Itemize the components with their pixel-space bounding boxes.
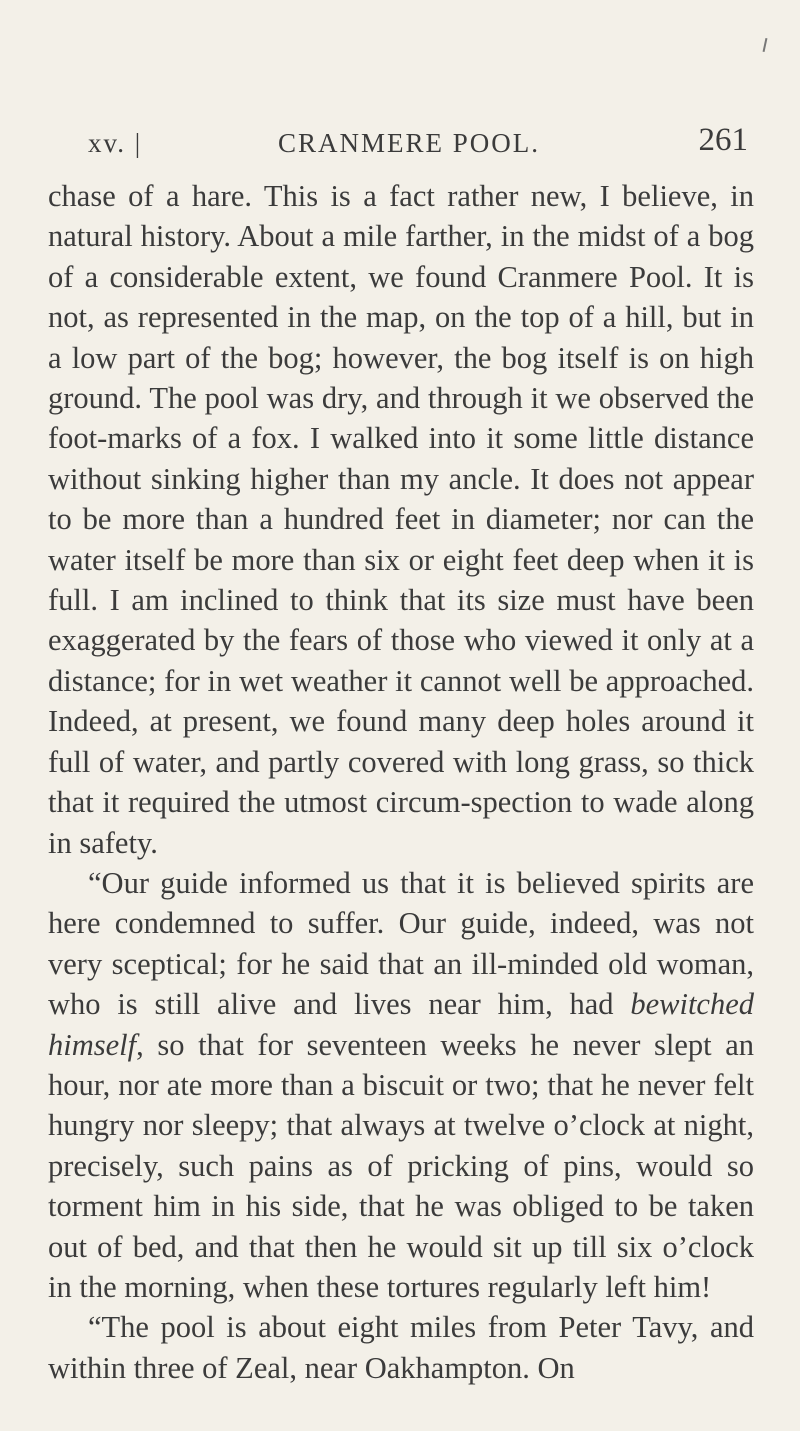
text-run: “Our guide informed us that it is believed spirits are here condemned to suffer. Our guide, indeed, was not very sceptical; for he said that an ill-minded old woman, who is still alive and lives near him, had <box>48 865 754 1022</box>
text-run: chase of a hare. This is a fact rather new, I believe, in natural history. About a mile farther, in the midst of a bog of a considerable extent, we found Cranmere Pool. It is not, as represented in the map, on the top of a hill, but in a low part of the bog; however, the bog itself is on high ground. The pool was dry, and through it we observed the foot-marks of a fox. I walked into it some little distance without sinking higher than my ancle. It does not appear to be more than a hundred feet in diameter; nor can the water itself be more than six or eight feet deep when it is full. I am inclined to think that its size must have been exaggerated by the fears of those who viewed it only at a distance; for in wet weather it cannot well be approached. Indeed, at present, we found many deep holes around it full of water, and partly covered with long grass, so thick that it required the utmost circum-spection to wade along in safety. <box>48 179 754 860</box>
italic-text: bewitched himself <box>48 987 754 1062</box>
page-corner-mark <box>763 38 768 52</box>
page-number: 261 <box>698 122 748 158</box>
paragraph <box>48 863 754 1307</box>
paragraph <box>48 1307 754 1388</box>
running-title: CRANMERE POOL. <box>278 128 541 158</box>
paragraph <box>48 176 754 863</box>
chapter-number: xv. | <box>88 128 143 158</box>
text-run: , so that for seventeen weeks he never slept an hour, nor ate more than a biscuit or two; that he never felt hungry nor sleepy; that always at twelve o’clock at night, precisely, such pains as of pricking of pins, would so torment him in his side, that he was obliged to be taken out of bed, and that then he would sit up till six o’clock in the morning, when these tortures regularly left him! <box>48 1027 754 1304</box>
body-text <box>48 176 754 1388</box>
running-head <box>48 122 754 168</box>
text-run: “The pool is about eight miles from Peter Tavy, and within three of Zeal, near Oakhampton. On <box>48 1310 754 1385</box>
